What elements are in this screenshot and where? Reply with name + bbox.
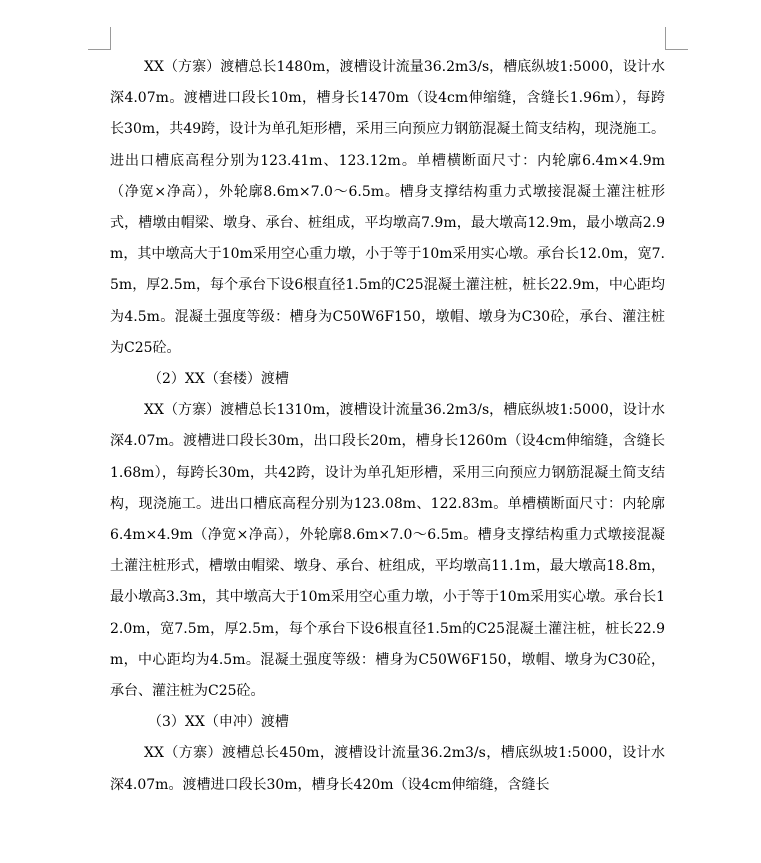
section-heading-taolou-aqueduct: （2）XX（套楼）渡槽	[148, 371, 289, 388]
margin-corner-mark-left	[88, 27, 111, 50]
paragraph-fangzhai-aqueduct: XX（方寨）渡槽总长1480m，渡槽设计流量36.2m3/s，槽底纵坡1:5000，设计水深4.07m。渡槽进口段长10m，槽身长1470m（设4cm伸缩缝，含缝长1.96m），每跨长30m，共49跨，设计为单孔矩形槽，采用三向预应力钢筋混凝土简支结构，现浇施工。进出口槽底高程分别为123.41m、123.12m。单槽横断面尺寸：内轮廓6.4m×4.9m（净宽×净高），外轮廓8.6m×7.0～6.5m。槽身支撑结构重力式墩接混凝土灌注桩形式，槽墩由帽梁、墩身、承台、桩组成，平均墩高7.9m，最大墩高12.9m，最小墩高2.9m，其中墩高大于10m采用空心重力墩，小于等于10m采用实心墩。承台长12.0m，宽7.5m，厚2.5m，每个承台下设6根直径1.5m的C25混凝土灌注桩，桩长22.9m，中心距均为4.5m。混凝土强度等级：槽身为C50W6F150，墩帽、墩身为C30砼，承台、灌注桩为C25砼。	[110, 59, 665, 356]
paragraph-shenchong-aqueduct: XX（方寨）渡槽总长450m，渡槽设计流量36.2m3/s，槽底纵坡1:5000，设计水深4.07m。渡槽进口段长30m，槽身长420m（设4cm伸缩缝，含缝长	[110, 745, 665, 793]
margin-corner-mark-right	[665, 27, 688, 50]
section-heading-shenchong-aqueduct: （3）XX（申冲）渡槽	[148, 714, 289, 731]
paragraph-taolou-aqueduct: XX（方寨）渡槽总长1310m，渡槽设计流量36.2m3/s，槽底纵坡1:5000，设计水深4.07m。渡槽进口段长30m，出口段长20m，槽身长1260m（设4cm伸缩缝，含缝长1.68m），每跨长30m，共42跨，设计为单孔矩形槽，采用三向预应力钢筋混凝土简支结构，现浇施工。进出口槽底高程分别为123.08m、122.83m。单槽横断面尺寸：内轮廓6.4m×4.9m（净宽×净高），外轮廓8.6m×7.0～6.5m。槽身支撑结构重力式墩接混凝土灌注桩形式，槽墩由帽梁、墩身、承台、桩组成，平均墩高11.1m，最大墩高18.8m，最小墩高3.3m，其中墩高大于10m采用空心重力墩，小于等于10m采用实心墩。承台长12.0m，宽7.5m，厚2.5m，每个承台下设6根直径1.5m的C25混凝土灌注桩，桩长22.9m，中心距均为4.5m。混凝土强度等级：槽身为C50W6F150，墩帽、墩身为C30砼，承台、灌注桩为C25砼。	[110, 402, 665, 700]
document-body[interactable]	[110, 52, 665, 801]
